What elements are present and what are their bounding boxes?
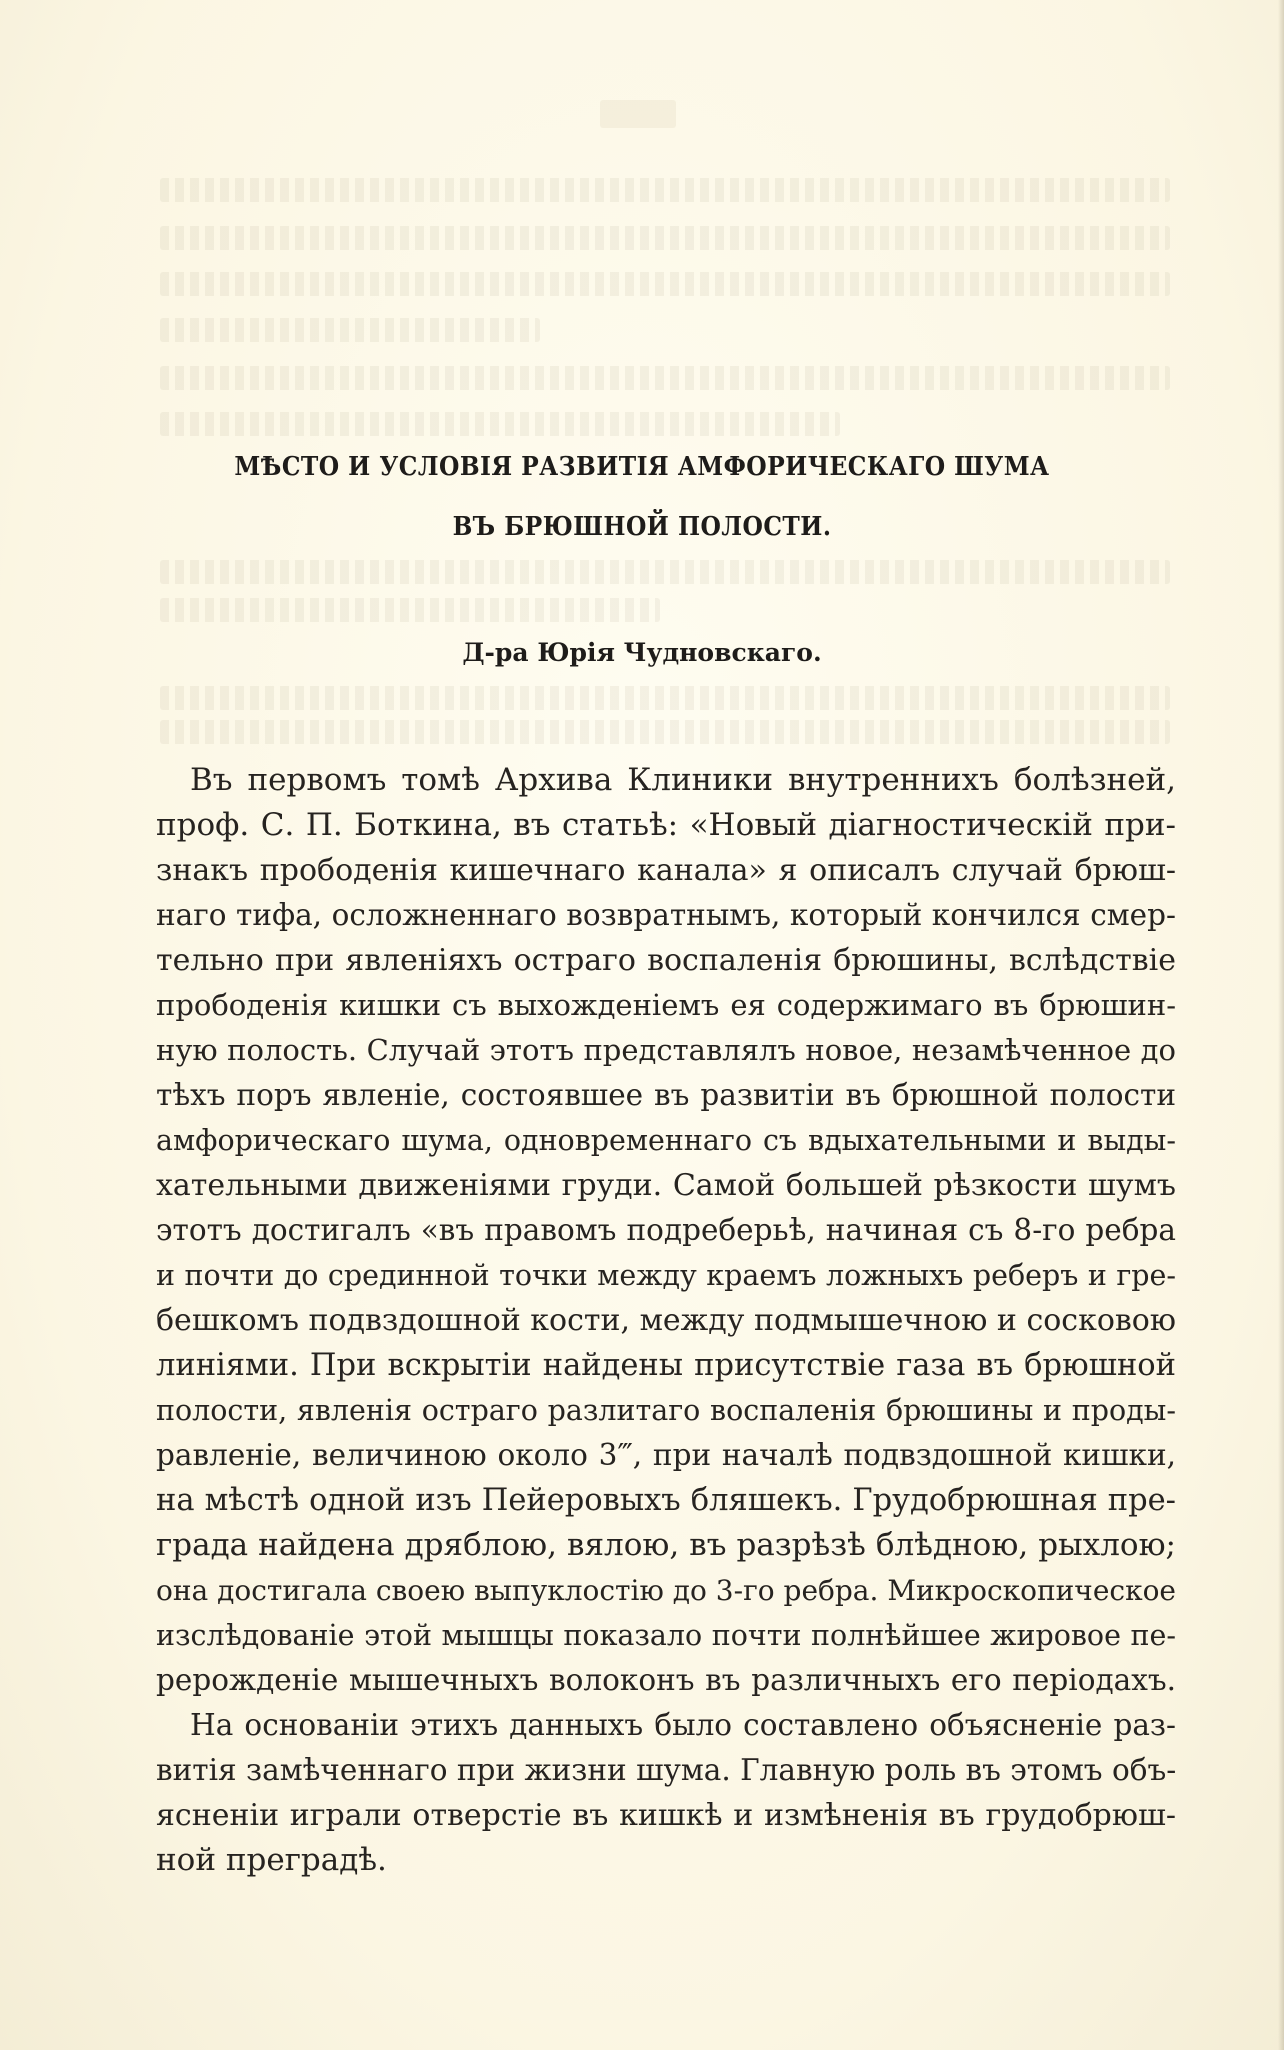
article-body <box>156 758 1176 1883</box>
body-line: равленіе, величиною около 3‴, при началѣ подвздошной кишки, <box>156 1438 1176 1472</box>
body-line: витія замѣченнаго при жизни шума. Главную роль въ этомъ объ- <box>156 1753 1177 1787</box>
bleed-through <box>160 318 540 342</box>
body-line: ной преградѣ. <box>156 1842 387 1878</box>
body-line: прободенія кишки съ выхожденіемъ ея содержимаго въ брюшин- <box>156 988 1176 1022</box>
bleed-through <box>160 560 1170 584</box>
body-line: града найдена дряблою, вялою, въ разрѣзѣ блѣдною, рыхлою; <box>156 1527 1176 1563</box>
body-line: амфорическаго шума, одновременнаго съ вдыхательными и выды- <box>156 1124 1176 1157</box>
body-line: хательными движеніями груди. Самой большей рѣзкости шумъ <box>156 1168 1176 1203</box>
body-line: линіями. При вскрытіи найдены присутствіе газа въ брюшной <box>156 1348 1176 1383</box>
body-line: проф. С. П. Боткина, въ статьѣ: «Новый діагностическій при- <box>156 807 1176 843</box>
body-line: тѣхъ поръ явленіе, состоявшее въ развитіи въ брюшной полости <box>156 1078 1176 1112</box>
body-line: и почти до срединной точки между краемъ ложныхъ реберъ и гре- <box>156 1259 1176 1292</box>
body-line: ясненіи играли отверстіе въ кишкѣ и измѣненія въ грудобрюш- <box>156 1798 1176 1833</box>
bleed-through <box>160 412 840 436</box>
body-line: на мѣстѣ одной изъ Пейеровыхъ бляшекъ. Грудобрюшная пре- <box>156 1483 1176 1518</box>
body-line: бешкомъ подвздошной кости, между подмышечною и сосковою <box>156 1303 1176 1338</box>
bleed-through <box>160 598 660 622</box>
body-line: ную полость. Случай этотъ представлялъ новое, незамѣченное до <box>156 1033 1176 1067</box>
bleed-through <box>600 100 676 128</box>
body-line: На основаніи этихъ данныхъ было составлено объясненіе раз- <box>190 1708 1176 1742</box>
bleed-through <box>160 226 1170 250</box>
body-line: тельно при явленіяхъ остраго воспаленія брюшины, вслѣдствіе <box>156 943 1176 978</box>
bleed-through <box>160 686 1170 710</box>
article-author: Д-ра Юрія Чудновскаго. <box>462 638 822 667</box>
article-title-line-2: ВЪ БРЮШНОЙ ПОЛОСТИ. <box>452 512 832 542</box>
body-line: рерожденіе мышечныхъ волоконъ въ различныхъ его періодахъ. <box>156 1663 1176 1697</box>
bleed-through <box>160 366 1170 390</box>
body-line: она достигала своею выпуклостію до 3-го ребра. Микроскопическое <box>156 1574 1176 1607</box>
body-line: наго тифа, осложненнаго возвратнымъ, который кончился смер- <box>156 898 1176 932</box>
body-line: этотъ достигалъ «въ правомъ подреберьѣ, начиная съ 8-го ребра <box>156 1213 1176 1247</box>
body-line: знакъ прободенія кишечнаго канала» я описалъ случай брюш- <box>156 853 1176 888</box>
body-line: полости, явленія остраго разлитаго воспаленія брюшины и проды- <box>156 1394 1176 1427</box>
bleed-through <box>160 720 1170 744</box>
article-title-line-1: МѢСТО И УСЛОВІЯ РАЗВИТІЯ АМФОРИЧЕСКАГО ШУМА <box>234 452 1050 482</box>
body-line: изслѣдованіе этой мышцы показало почти полнѣйшее жировое пе- <box>156 1619 1176 1652</box>
page-edge-shadow <box>1278 0 1284 2050</box>
bleed-through <box>160 178 1170 202</box>
body-line: Въ первомъ томѣ Архива Клиники внутреннихъ болѣзней, <box>190 762 1176 798</box>
bleed-through <box>160 272 1170 296</box>
